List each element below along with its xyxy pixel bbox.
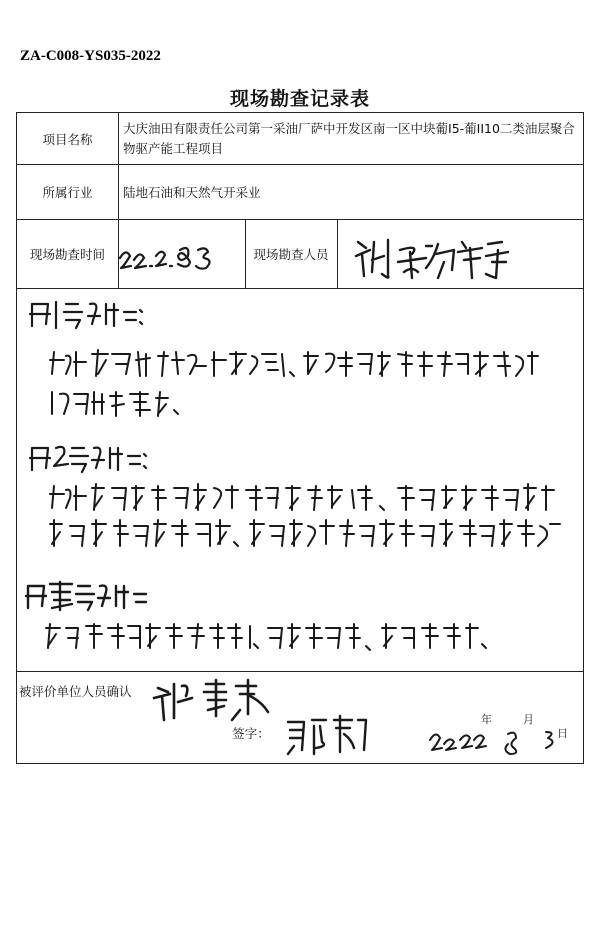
handwritten-signer-signature xyxy=(284,712,374,758)
row-divider xyxy=(17,288,583,289)
handwritten-survey-date xyxy=(118,236,218,276)
handwritten-sign-date xyxy=(428,726,558,756)
survey-record-table xyxy=(16,112,584,764)
day-unit: 日 xyxy=(557,727,568,740)
handwritten-representative-signature xyxy=(152,676,292,726)
handwritten-section3-body xyxy=(42,618,502,658)
handwritten-section2-body xyxy=(46,480,566,560)
row-divider xyxy=(17,671,583,672)
handwritten-section3-heading xyxy=(24,578,154,614)
project-name-value: 大庆油田有限责任公司第一采油厂萨中开发区南一区中块葡I5-葡II10二类油层聚合物驱产能工程项目 xyxy=(123,121,575,156)
year-unit: 年 xyxy=(481,713,492,726)
month-unit: 月 xyxy=(523,713,534,726)
document-title: 现场勘查记录表 xyxy=(229,88,370,110)
survey-time-label: 现场勘查时间 xyxy=(29,246,105,262)
handwritten-section1-body xyxy=(46,346,546,426)
document-code: ZA-C008-YS035-2022 xyxy=(20,48,161,64)
handwritten-surveyors xyxy=(352,232,522,282)
industry-value: 陆地石油和天然气开采业 xyxy=(123,185,261,200)
sign-label: 签字： xyxy=(232,726,270,741)
confirm-label: 被评价单位人员确认 xyxy=(19,684,132,699)
handwritten-section1-heading xyxy=(28,296,148,332)
column-divider xyxy=(337,219,338,288)
project-name-label: 项目名称 xyxy=(42,131,93,147)
industry-label: 所属行业 xyxy=(42,184,93,200)
handwritten-section2-heading xyxy=(28,440,148,476)
surveyors-label: 现场勘查人员 xyxy=(253,246,329,262)
